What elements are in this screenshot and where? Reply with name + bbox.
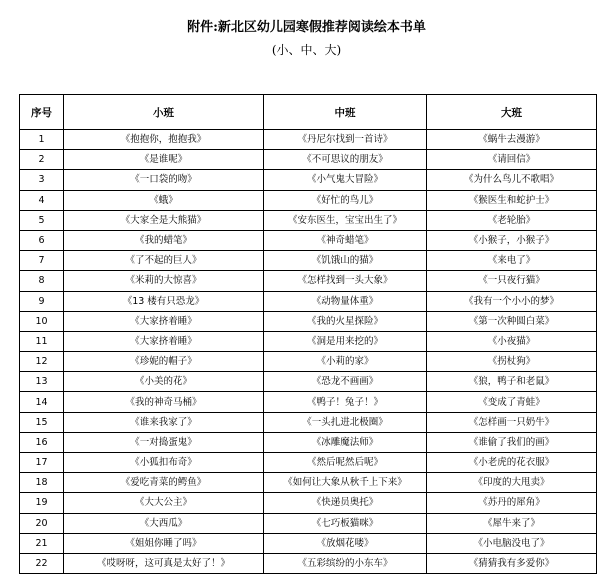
row-index: 12	[20, 352, 64, 372]
small-class-book: 《了不起的巨人》	[64, 251, 264, 271]
large-class-book: 《第一次种圆白菜》	[427, 311, 597, 331]
small-class-book: 《大家挤着睡》	[64, 331, 264, 351]
small-class-book: 《13 楼有只恐龙》	[64, 291, 264, 311]
small-class-book: 《我的蜡笔》	[64, 230, 264, 250]
large-class-book: 《请回信》	[427, 150, 597, 170]
row-index: 14	[20, 392, 64, 412]
row-index: 2	[20, 150, 64, 170]
row-index: 19	[20, 493, 64, 513]
middle-class-book: 《然后呢然后呢》	[264, 453, 427, 473]
small-class-book: 《谁来我家了》	[64, 412, 264, 432]
large-class-book: 《犀牛来了》	[427, 513, 597, 533]
small-class-book: 《是谁呢》	[64, 150, 264, 170]
large-class-book: 《变成了青蛙》	[427, 392, 597, 412]
small-class-book: 《大家挤着睡》	[64, 311, 264, 331]
document-subtitle: (小、中、大)	[271, 43, 342, 57]
middle-class-book: 《不可思议的朋友》	[264, 150, 427, 170]
header-middle-class: 中班	[264, 95, 427, 130]
table-row	[20, 352, 597, 372]
table-row	[20, 412, 597, 432]
middle-class-book: 《怎样找到一头大象》	[264, 271, 427, 291]
middle-class-book: 《一头扎进北极圈》	[264, 412, 427, 432]
large-class-book: 《小老虎的花衣服》	[427, 453, 597, 473]
table-row	[20, 331, 597, 351]
middle-class-book: 《五彩缤纷的小东车》	[264, 553, 427, 573]
middle-class-book: 《安东医生，宝宝出生了》	[264, 210, 427, 230]
table-header-row	[20, 95, 597, 130]
table-row	[20, 230, 597, 250]
row-index: 15	[20, 412, 64, 432]
middle-class-book: 《恐龙不画画》	[264, 372, 427, 392]
header-large-class: 大班	[427, 95, 597, 130]
table-row	[20, 251, 597, 271]
large-class-book: 《狼，鸭子和老鼠》	[427, 372, 597, 392]
middle-class-book: 《冰雕魔法师》	[264, 432, 427, 452]
large-class-book: 《一只夜行猫》	[427, 271, 597, 291]
large-class-book: 《怎样画一只奶牛》	[427, 412, 597, 432]
small-class-book: 《珍妮的帽子》	[64, 352, 264, 372]
middle-class-book: 《如何让大象从秋千上下来》	[264, 473, 427, 493]
middle-class-book: 《神奇蜡笔》	[264, 230, 427, 250]
table-row	[20, 271, 597, 291]
large-class-book: 《我有一个小小的梦》	[427, 291, 597, 311]
table-row	[20, 473, 597, 493]
small-class-book: 《米莉的大惊喜》	[64, 271, 264, 291]
large-class-book: 《小猴子，小猴子》	[427, 230, 597, 250]
large-class-book: 《来电了》	[427, 251, 597, 271]
row-index: 16	[20, 432, 64, 452]
small-class-book: 《抱抱你，抱抱我》	[64, 130, 264, 150]
middle-class-book: 《鸭子！兔子！》	[264, 392, 427, 412]
middle-class-book: 《丹尼尔找到一首诗》	[264, 130, 427, 150]
small-class-book: 《大大公主》	[64, 493, 264, 513]
row-index: 18	[20, 473, 64, 493]
row-index: 3	[20, 170, 64, 190]
row-index: 21	[20, 533, 64, 553]
row-index: 5	[20, 210, 64, 230]
row-index: 8	[20, 271, 64, 291]
small-class-book: 《姐姐你睡了吗》	[64, 533, 264, 553]
small-class-book: 《哎呀呀，这可真是太好了！》	[64, 553, 264, 573]
table-row	[20, 150, 597, 170]
middle-class-book: 《快递员奥托》	[264, 493, 427, 513]
small-class-book: 《大家全是大熊猫》	[64, 210, 264, 230]
book-list-table	[19, 94, 597, 574]
table-row	[20, 170, 597, 190]
row-index: 11	[20, 331, 64, 351]
table-row	[20, 432, 597, 452]
large-class-book: 《拐杖狗》	[427, 352, 597, 372]
row-index: 1	[20, 130, 64, 150]
large-class-book: 《苏丹的犀角》	[427, 493, 597, 513]
small-class-book: 《我的神奇马桶》	[64, 392, 264, 412]
large-class-book: 《小电脑没电了》	[427, 533, 597, 553]
table-row	[20, 130, 597, 150]
row-index: 13	[20, 372, 64, 392]
middle-class-book: 《我的火星探险》	[264, 311, 427, 331]
middle-class-book: 《好忙的鸟儿》	[264, 190, 427, 210]
table-row	[20, 372, 597, 392]
small-class-book: 《一口袋的吻》	[64, 170, 264, 190]
table-row	[20, 311, 597, 331]
row-index: 20	[20, 513, 64, 533]
large-class-book: 《小夜猫》	[427, 331, 597, 351]
table-row	[20, 210, 597, 230]
small-class-book: 《大西瓜》	[64, 513, 264, 533]
middle-class-book: 《洞是用来挖的》	[264, 331, 427, 351]
row-index: 17	[20, 453, 64, 473]
table-row	[20, 493, 597, 513]
row-index: 4	[20, 190, 64, 210]
middle-class-book: 《七巧板猫咪》	[264, 513, 427, 533]
small-class-book: 《小狐扣布奇》	[64, 453, 264, 473]
row-index: 22	[20, 553, 64, 573]
large-class-book: 《老轮胎》	[427, 210, 597, 230]
table-row	[20, 553, 597, 573]
table-row	[20, 453, 597, 473]
small-class-book: 《爱吃青菜的鳄鱼》	[64, 473, 264, 493]
row-index: 10	[20, 311, 64, 331]
row-index: 9	[20, 291, 64, 311]
large-class-book: 《为什么鸟儿不歌唱》	[427, 170, 597, 190]
row-index: 6	[20, 230, 64, 250]
row-index: 7	[20, 251, 64, 271]
table-row	[20, 392, 597, 412]
small-class-book: 《小美的花》	[64, 372, 264, 392]
document-title: 附件:新北区幼儿园寒假推荐阅读绘本书单	[187, 20, 426, 35]
table-row	[20, 513, 597, 533]
small-class-book: 《一对捣蛋鬼》	[64, 432, 264, 452]
large-class-book: 《蜗牛去漫游》	[427, 130, 597, 150]
small-class-book: 《蛾》	[64, 190, 264, 210]
large-class-book: 《猴医生和蛇护士》	[427, 190, 597, 210]
table-row	[20, 291, 597, 311]
header-index: 序号	[20, 95, 64, 130]
large-class-book: 《谁偷了我们的画》	[427, 432, 597, 452]
table-row	[20, 190, 597, 210]
large-class-book: 《印度的大甩卖》	[427, 473, 597, 493]
middle-class-book: 《饥饿山的猫》	[264, 251, 427, 271]
large-class-book: 《猜猜我有多爱你》	[427, 553, 597, 573]
table-row	[20, 533, 597, 553]
middle-class-book: 《动物量体重》	[264, 291, 427, 311]
middle-class-book: 《放烟花喽》	[264, 533, 427, 553]
header-small-class: 小班	[64, 95, 264, 130]
middle-class-book: 《小莉的家》	[264, 352, 427, 372]
middle-class-book: 《小气鬼大冒险》	[264, 170, 427, 190]
